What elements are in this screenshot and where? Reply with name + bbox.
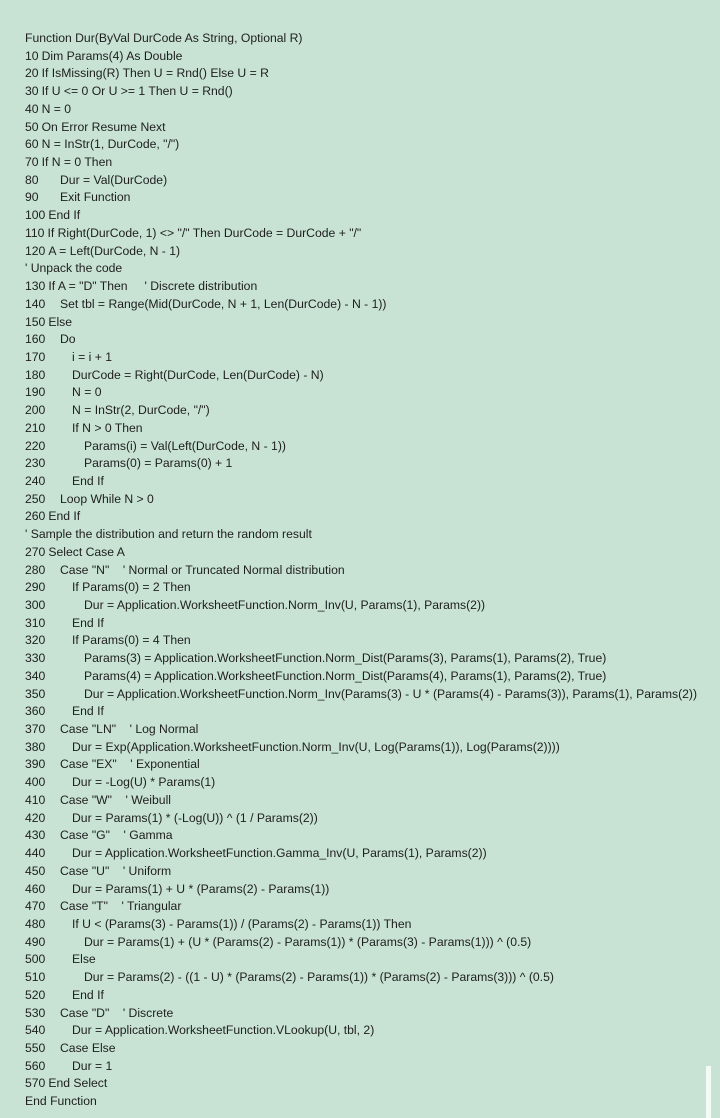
code-line <box>25 562 715 580</box>
code-line <box>25 597 715 615</box>
code-line <box>25 65 715 83</box>
line-number: 530 <box>25 1005 46 1020</box>
code-text: On Error Resume Next <box>41 119 166 134</box>
line-number: 350 <box>25 686 46 701</box>
line-number: 570 <box>25 1076 46 1091</box>
code-line <box>25 101 715 119</box>
code-line <box>25 278 715 296</box>
line-number: 120 <box>25 243 46 258</box>
code-text: Dur = Params(1) + U * (Params(2) - Params(1)) <box>72 881 330 896</box>
line-number: 180 <box>25 367 46 382</box>
code-line <box>25 845 715 863</box>
line-number: 410 <box>25 792 46 807</box>
code-line <box>25 296 715 314</box>
code-text: N = 0 <box>41 101 72 116</box>
code-line <box>25 154 715 172</box>
code-text: End If <box>48 208 81 223</box>
line-number: 510 <box>25 970 46 985</box>
line-number: 290 <box>25 580 46 595</box>
code-text: Dur = Params(2) - ((1 - U) * (Params(2) - Params(1)) * (Params(2) - Params(3))) ^ (0.5) <box>84 970 554 985</box>
code-text: End If <box>72 704 104 719</box>
code-text: Case "LN" ' Log Normal <box>60 722 199 737</box>
line-number: 280 <box>25 562 46 577</box>
code-text: Params(i) = Val(Left(DurCode, N - 1)) <box>84 438 286 453</box>
code-text: A = Left(DurCode, N - 1) <box>48 243 181 258</box>
code-line <box>25 402 715 420</box>
code-line <box>25 526 715 544</box>
code-line <box>25 827 715 845</box>
code-line <box>25 1075 715 1093</box>
code-text: Case "N" ' Normal or Truncated Normal distribution <box>60 562 345 577</box>
code-line <box>25 898 715 916</box>
code-text: Dur = Application.WorksheetFunction.Gamma_Inv(U, Params(1), Params(2)) <box>72 846 487 861</box>
code-text: Else <box>48 314 73 329</box>
code-line <box>25 615 715 633</box>
line-number: 470 <box>25 899 46 914</box>
line-number: 80 <box>25 172 39 187</box>
code-line <box>25 739 715 757</box>
line-number: 460 <box>25 881 46 896</box>
code-line <box>25 792 715 810</box>
line-number: 340 <box>25 668 46 683</box>
code-line <box>25 1040 715 1058</box>
code-text: Dur = Val(DurCode) <box>60 172 168 187</box>
code-text: If U < (Params(3) - Params(1)) / (Params(2) - Params(1)) Then <box>72 916 412 931</box>
line-number: 110 <box>25 225 45 240</box>
code-text: Params(3) = Application.WorksheetFunction.Norm_Dist(Params(3), Params(1), Params(2), True) <box>84 651 607 666</box>
page-edge-mark <box>706 1066 711 1118</box>
code-text: End Select <box>48 1076 108 1091</box>
line-number: 140 <box>25 296 46 311</box>
line-number: 320 <box>25 633 46 648</box>
line-number: 90 <box>25 190 39 205</box>
code-text: If U <= 0 Or U >= 1 Then U = Rnd() <box>41 84 233 99</box>
line-number: 70 <box>25 155 39 170</box>
code-text: Case "T" ' Triangular <box>60 899 182 914</box>
code-line <box>25 881 715 899</box>
code-line <box>25 260 715 278</box>
code-line <box>25 30 715 48</box>
line-number: 50 <box>25 119 39 134</box>
line-number: 440 <box>25 846 46 861</box>
code-line <box>25 632 715 650</box>
code-line <box>25 207 715 225</box>
code-line <box>25 668 715 686</box>
code-text: If A = "D" Then ' Discrete distribution <box>48 279 258 294</box>
line-number: 490 <box>25 934 46 949</box>
line-number: 370 <box>25 722 46 737</box>
code-line <box>25 916 715 934</box>
code-line <box>25 756 715 774</box>
code-text: End If <box>72 615 104 630</box>
code-line <box>25 172 715 190</box>
code-line <box>25 508 715 526</box>
code-text: If N = 0 Then <box>41 155 113 170</box>
code-line <box>25 136 715 154</box>
code-text: Dur = -Log(U) * Params(1) <box>72 775 216 790</box>
line-number: 20 <box>25 66 39 81</box>
line-number: 60 <box>25 137 39 152</box>
code-line <box>25 810 715 828</box>
code-line <box>25 420 715 438</box>
code-line <box>25 225 715 243</box>
code-line <box>25 473 715 491</box>
line-number: 40 <box>25 101 39 116</box>
line-number: 190 <box>25 385 46 400</box>
line-number: 310 <box>25 615 46 630</box>
code-text: Do <box>60 332 76 347</box>
code-text: Case Else <box>60 1040 116 1055</box>
code-text: End If <box>72 987 104 1002</box>
code-line <box>25 774 715 792</box>
code-text: Dur = Application.WorksheetFunction.Norm_Inv(Params(3) - U * (Params(4) - Params(3)), Params(1), Params(2)) <box>84 686 698 701</box>
line-number: 160 <box>25 332 46 347</box>
code-text: i = i + 1 <box>72 349 112 364</box>
code-text: Case "D" ' Discrete <box>60 1005 174 1020</box>
code-line <box>25 951 715 969</box>
code-text: Select Case A <box>48 544 125 559</box>
code-text: ' Sample the distribution and return the random result <box>25 527 312 542</box>
line-number: 100 <box>25 208 46 223</box>
code-line <box>25 1093 715 1111</box>
line-number: 130 <box>25 279 46 294</box>
line-number: 240 <box>25 473 46 488</box>
line-number: 390 <box>25 757 46 772</box>
code-line <box>25 314 715 332</box>
code-text: End If <box>72 473 104 488</box>
code-text: Dur = Application.WorksheetFunction.Norm_Inv(U, Params(1), Params(2)) <box>84 598 486 612</box>
line-number: 330 <box>25 651 46 666</box>
line-number: 270 <box>25 544 46 559</box>
code-text: If N > 0 Then <box>72 420 143 435</box>
code-text: ' Unpack the code <box>25 261 123 276</box>
code-text: End Function <box>25 1094 97 1109</box>
line-number: 420 <box>25 810 46 825</box>
code-text: Case "EX" ' Exponential <box>60 757 200 772</box>
code-line <box>25 331 715 349</box>
line-number: 400 <box>25 775 46 790</box>
line-number: 520 <box>25 987 46 1002</box>
code-line <box>25 455 715 473</box>
line-number: 480 <box>25 916 46 931</box>
code-text: N = InStr(1, DurCode, "/") <box>41 137 180 152</box>
code-line <box>25 384 715 402</box>
code-text: Loop While N > 0 <box>60 491 154 506</box>
code-text: If Params(0) = 4 Then <box>72 633 191 648</box>
code-line <box>25 544 715 562</box>
code-line <box>25 438 715 456</box>
line-number: 200 <box>25 403 46 418</box>
code-line <box>25 1058 715 1076</box>
code-text: If Params(0) = 2 Then <box>72 580 191 595</box>
code-text: Dim Params(4) As Double <box>41 48 183 63</box>
code-text: N = 0 <box>72 385 102 400</box>
code-line <box>25 934 715 952</box>
code-line <box>25 863 715 881</box>
code-line <box>25 721 715 739</box>
code-text: N = InStr(2, DurCode, "/") <box>72 403 210 418</box>
code-line <box>25 703 715 721</box>
line-number: 170 <box>25 349 46 364</box>
code-line <box>25 987 715 1005</box>
code-text: If IsMissing(R) Then U = Rnd() Else U = R <box>41 66 269 81</box>
code-text: Case "W" ' Weibull <box>60 792 171 807</box>
code-line <box>25 243 715 261</box>
code-text: Params(0) = Params(0) + 1 <box>84 456 233 471</box>
code-text: Dur = 1 <box>72 1058 113 1073</box>
code-text: Dur = Exp(Application.WorksheetFunction.Norm_Inv(U, Log(Params(1)), Log(Params(2)))) <box>72 739 560 754</box>
vba-code-listing <box>25 30 715 1111</box>
code-text: Dur = Params(1) + (U * (Params(2) - Params(1)) * (Params(3) - Params(1))) ^ (0.5) <box>84 934 532 949</box>
code-text: Else <box>72 952 96 967</box>
code-line <box>25 189 715 207</box>
code-text: Function Dur(ByVal DurCode As String, Optional R) <box>25 31 303 45</box>
line-number: 540 <box>25 1023 46 1038</box>
code-line <box>25 1022 715 1040</box>
line-number: 380 <box>25 739 46 754</box>
code-text: Exit Function <box>60 190 131 205</box>
line-number: 450 <box>25 863 46 878</box>
line-number: 210 <box>25 420 46 435</box>
line-number: 150 <box>25 314 46 329</box>
code-line <box>25 349 715 367</box>
code-line <box>25 367 715 385</box>
code-text: Case "U" ' Uniform <box>60 863 172 878</box>
code-line <box>25 119 715 137</box>
line-number: 10 <box>25 48 39 63</box>
code-text: Case "G" ' Gamma <box>60 828 173 843</box>
code-line <box>25 686 715 704</box>
line-number: 360 <box>25 704 46 719</box>
code-text: DurCode = Right(DurCode, Len(DurCode) - N) <box>72 367 324 382</box>
code-text: Dur = Params(1) * (-Log(U)) ^ (1 / Params(2)) <box>72 810 318 825</box>
code-text: Params(4) = Application.WorksheetFunction.Norm_Dist(Params(4), Params(1), Params(2), True) <box>84 668 607 683</box>
line-number: 260 <box>25 509 46 524</box>
code-line <box>25 579 715 597</box>
line-number: 220 <box>25 438 46 453</box>
code-line <box>25 83 715 101</box>
code-text: Dur = Application.WorksheetFunction.VLookup(U, tbl, 2) <box>72 1023 375 1038</box>
line-number: 230 <box>25 456 46 471</box>
line-number: 30 <box>25 84 39 99</box>
line-number: 250 <box>25 491 46 506</box>
code-line <box>25 48 715 66</box>
code-text: End If <box>48 509 81 524</box>
code-line <box>25 650 715 668</box>
code-line <box>25 1005 715 1023</box>
line-number: 300 <box>25 598 46 612</box>
code-text: If Right(DurCode, 1) <> "/" Then DurCode = DurCode + "/" <box>47 225 362 240</box>
line-number: 550 <box>25 1040 46 1055</box>
code-line <box>25 491 715 509</box>
line-number: 500 <box>25 952 46 967</box>
code-line <box>25 969 715 987</box>
line-number: 560 <box>25 1058 46 1073</box>
code-text: Set tbl = Range(Mid(DurCode, N + 1, Len(DurCode) - N - 1)) <box>60 296 387 311</box>
line-number: 430 <box>25 828 46 843</box>
